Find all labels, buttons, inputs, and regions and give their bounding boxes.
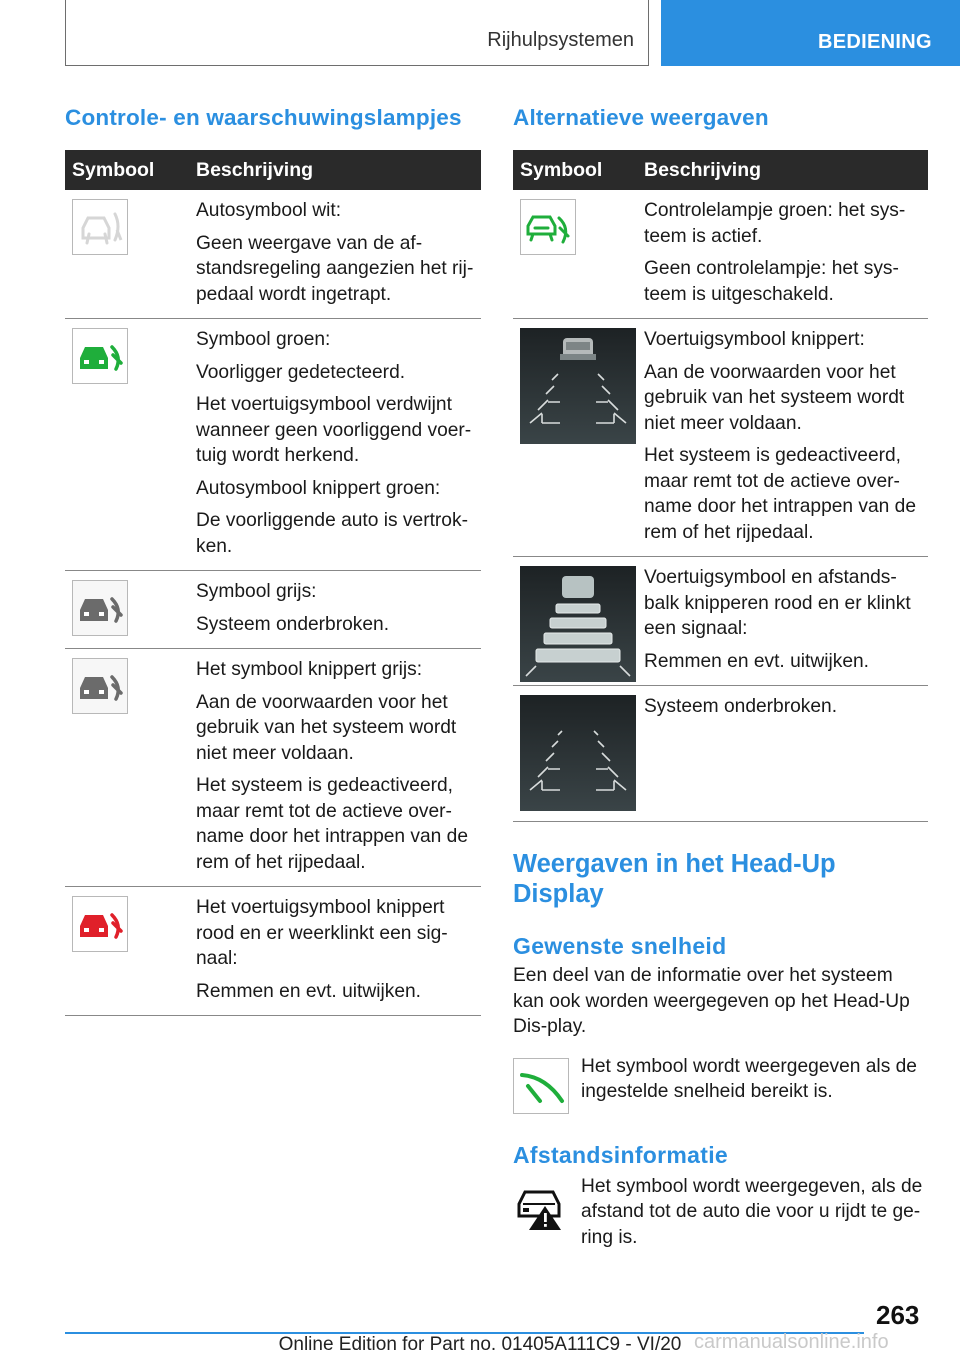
- desc-text: Geen controlelampje: het sys-teem is uitgeschakeld.: [644, 258, 899, 305]
- table-row: [513, 686, 928, 822]
- table-row: [65, 190, 481, 319]
- section-title: Rijhulpsystemen: [487, 29, 634, 51]
- speed-title: Gewenste snelheid: [513, 933, 727, 959]
- edition-text: Online Edition for Part no. 01405A111C9 - VI/20: [278, 1334, 682, 1355]
- col-symbol: Symbool: [520, 158, 603, 181]
- desc-text: Systeem onderbroken.: [196, 613, 390, 635]
- speed-icon-paragraph: [513, 1054, 928, 1114]
- chapter-title: BEDIENING: [818, 31, 932, 53]
- left-column: [65, 100, 481, 1016]
- desc-text: Geen weergave van de af-standsregeling aangezien het rij-pedaal wordt ingetrapt.: [196, 232, 474, 305]
- desc-text: Autosymbool wit:: [196, 200, 342, 221]
- desc-text: Symbool grijs:: [196, 581, 317, 602]
- left-table-header: [65, 150, 481, 190]
- col-symbol: Symbool: [72, 158, 155, 181]
- desc-text: Het systeem is gedeactiveerd, maar remt tot de actieve over-name door het intrappen van de rem of het rijpedaal.: [196, 775, 469, 873]
- col-description: Beschrijving: [644, 158, 762, 181]
- right-table-header: [513, 150, 928, 190]
- speed-icon-text: Het symbool wordt weergegeven als de ingestelde snelheid bereikt is.: [581, 1055, 917, 1102]
- car-distance-red-icon: [72, 896, 128, 952]
- table-row: [513, 190, 928, 319]
- left-section-title: Controle- en waarschuwingslampjes: [65, 105, 462, 130]
- desc-text: Controlelampje groen: het sys-teem is actief.: [644, 200, 906, 247]
- desc-text: Voertuigsymbool knippert:: [644, 329, 865, 350]
- header-chapter-box: [661, 0, 960, 66]
- road-display-empty-icon: [520, 695, 636, 811]
- desc-text: Het voertuigsymbool verdwijnt wanneer geen voorliggend voer-tuig wordt herkend.: [196, 394, 472, 466]
- car-distance-grey-icon: [72, 580, 128, 636]
- right-section-title: Alternatieve weergaven: [513, 105, 769, 130]
- watermark: carmanualsonline.info: [694, 1331, 889, 1353]
- hud-section-title: Weergaven in het Head-Up Display: [513, 850, 836, 908]
- table-row: [65, 319, 481, 571]
- control-lamp-green-icon: [520, 199, 576, 255]
- desc-text: Aan de voorwaarden voor het gebruik van het systeem wordt niet meer voldaan.: [644, 361, 905, 434]
- distance-icon-paragraph: [513, 1174, 928, 1251]
- desc-text: Remmen en evt. uitwijken.: [644, 650, 870, 672]
- table-row: [65, 571, 481, 649]
- header-section-box: [65, 0, 649, 66]
- table-row: [65, 887, 481, 1016]
- page-number: 263: [876, 1300, 920, 1330]
- car-distance-green-icon: [72, 328, 128, 384]
- desc-text: Het systeem is gedeactiveerd, maar remt tot de actieve over-name door het intrappen van de rem of het rijpedaal.: [644, 445, 917, 543]
- distance-icon-text: Het symbool wordt weergegeven, als de afstand tot de auto die voor u rijdt te ge-ring is.: [581, 1175, 923, 1248]
- distance-warning-icon: [513, 1178, 569, 1234]
- desc-text: Autosymbool knippert groen:: [196, 477, 441, 499]
- road-display-car-flashing-icon: [520, 328, 636, 444]
- desc-text: Het symbool knippert grijs:: [196, 659, 423, 680]
- car-distance-grey-flashing-icon: [72, 658, 128, 714]
- desc-text: Remmen en evt. uitwijken.: [196, 980, 422, 1002]
- table-row: [65, 649, 481, 887]
- desc-text: Aan de voorwaarden voor het gebruik van het systeem wordt niet meer voldaan.: [196, 691, 457, 764]
- desc-text: De voorliggende auto is vertrok-ken.: [196, 510, 468, 557]
- speed-text: Een deel van de informatie over het systeem kan ook worden weergegeven op het Head-Up Dis-play.: [513, 965, 910, 1037]
- road-display-distance-bars-icon: [520, 566, 636, 682]
- desired-speed-icon: [513, 1058, 569, 1114]
- right-column: [513, 100, 928, 1250]
- desc-text: Systeem onderbroken.: [644, 696, 838, 717]
- desc-text: Symbool groen:: [196, 329, 331, 350]
- col-description: Beschrijving: [196, 158, 314, 181]
- desc-text: Voorligger gedetecteerd.: [196, 361, 406, 383]
- desc-text: Voertuigsymbool en afstands-balk knipperen rood en er klinkt een signaal:: [644, 567, 911, 639]
- table-row: [513, 319, 928, 557]
- distance-title: Afstandsinformatie: [513, 1141, 728, 1168]
- desc-text: Het voertuigsymbool knippert rood en er weerklinkt een sig-naal:: [196, 897, 448, 969]
- table-row: [513, 557, 928, 686]
- car-distance-white-icon: [72, 199, 128, 255]
